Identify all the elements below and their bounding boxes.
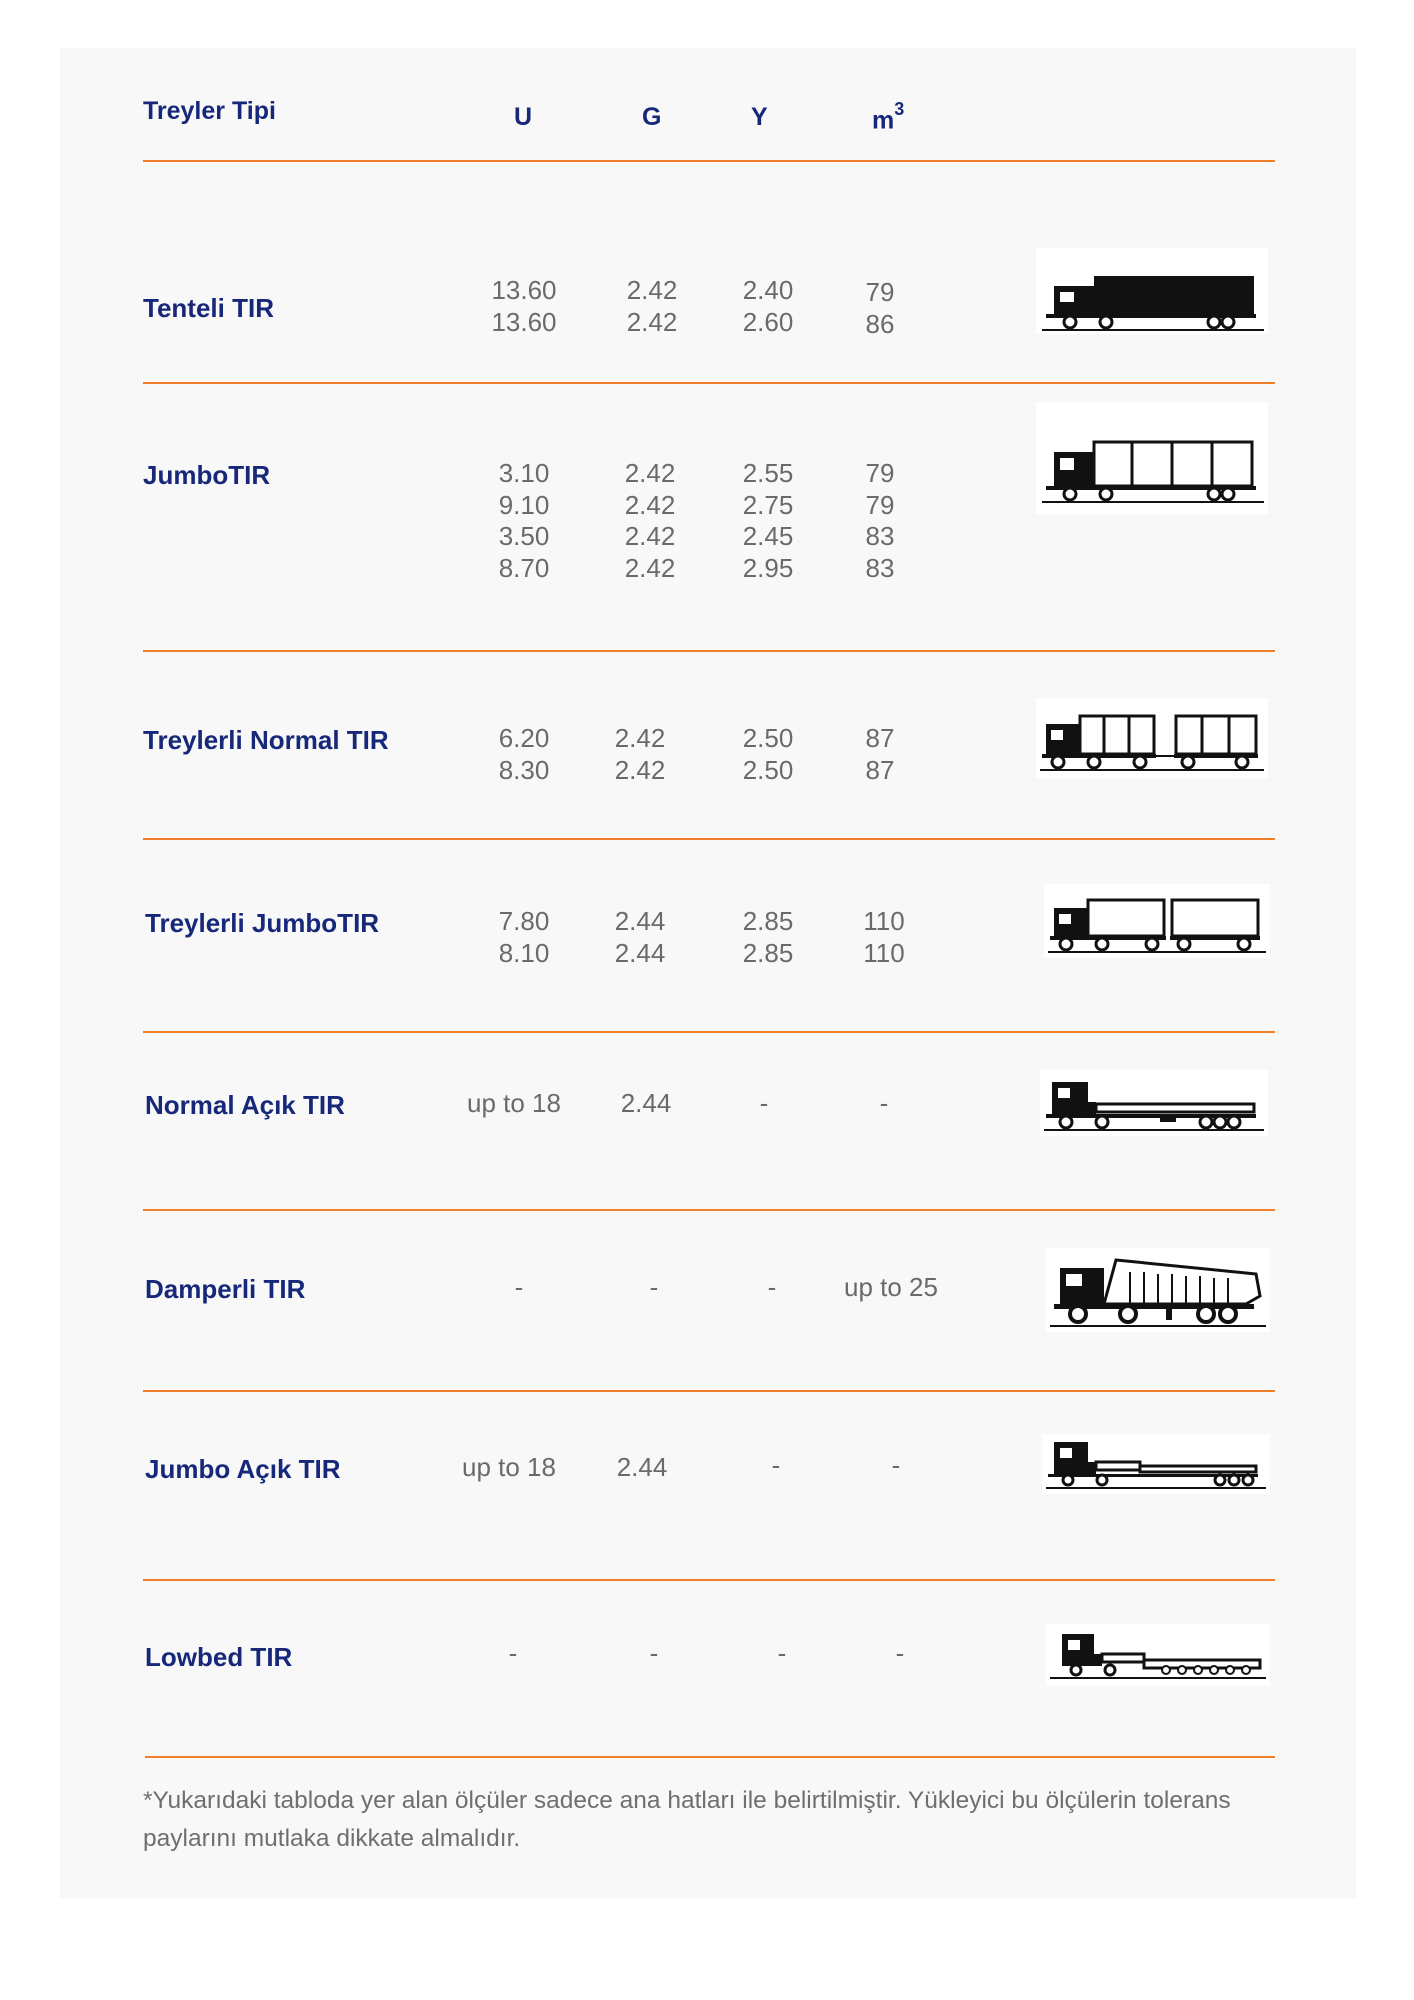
cell-g: 2.42 2.42 — [614, 723, 666, 785]
cell-g: - — [649, 1272, 659, 1302]
column-header-g: G — [642, 103, 662, 131]
row-divider — [143, 1031, 1275, 1033]
column-header-m3: $m^3$ — [872, 99, 905, 135]
dump-truck-icon — [1046, 1248, 1270, 1332]
row-name: Treylerli JumboTIR — [145, 908, 380, 938]
row-divider — [143, 382, 1275, 384]
row-name: Jumbo Açık TIR — [145, 1454, 341, 1484]
row-divider — [143, 650, 1275, 652]
cell-m3: 110 110 — [863, 906, 905, 968]
curtainsider-truck-icon — [1036, 248, 1268, 334]
cell-u: 13.60 13.60 — [491, 275, 557, 337]
row-divider — [143, 1209, 1275, 1211]
cell-y: 2.50 2.50 — [742, 723, 794, 785]
row-divider — [143, 1579, 1275, 1581]
cell-y: 2.40 2.60 — [742, 275, 794, 337]
cell-g: 2.44 — [620, 1088, 672, 1118]
jumbo-truck-icon — [1036, 402, 1268, 514]
cell-u: - — [514, 1272, 524, 1302]
footnote: *Yukarıdaki tabloda yer alan ölçüler sadece ana hatları ile belirtilmiştir. Yükleyici bu ölçülerin tolerans paylarını mutlaka dikkate almalıdır. — [143, 1787, 1231, 1852]
cell-g: 2.42 2.42 — [626, 275, 678, 337]
cell-g: 2.44 — [616, 1452, 668, 1482]
lowbed-truck-icon — [1046, 1624, 1270, 1686]
row-name: Normal Açık TIR — [145, 1090, 345, 1120]
cell-m3: 87 87 — [865, 723, 895, 785]
cell-m3: - — [879, 1088, 889, 1118]
row-name: Damperli TIR — [145, 1274, 306, 1304]
truck-trailer-icon — [1036, 698, 1268, 778]
cell-m3: - — [895, 1638, 905, 1668]
cell-u: up to 18 — [462, 1452, 556, 1482]
flatbed-truck-icon — [1040, 1070, 1268, 1136]
column-header-u: U — [514, 103, 533, 131]
cell-u: 7.80 8.10 — [498, 906, 550, 968]
table-bottom-divider — [145, 1756, 1275, 1758]
cell-g: - — [649, 1638, 659, 1668]
cell-y: 2.55 2.75 2.45 2.95 — [742, 458, 794, 583]
column-header-type: Treyler Tipi — [143, 97, 276, 125]
cell-u: 3.10 9.10 3.50 8.70 — [498, 458, 550, 583]
cell-m3: 79 86 — [865, 277, 895, 339]
cell-u: up to 18 — [467, 1088, 561, 1118]
column-header-y: Y — [751, 103, 768, 131]
cell-y: - — [759, 1088, 769, 1118]
row-name: JumboTIR — [143, 460, 271, 490]
header-divider — [143, 160, 1275, 162]
cell-y: - — [767, 1272, 777, 1302]
cell-m3: 79 79 83 83 — [865, 458, 895, 583]
cell-m3: up to 25 — [844, 1272, 938, 1302]
cell-g: 2.44 2.44 — [614, 906, 666, 968]
extendable-flatbed-truck-icon — [1042, 1434, 1270, 1494]
cell-u: 6.20 8.30 — [498, 723, 550, 785]
row-name: Tenteli TIR — [143, 293, 274, 323]
cell-y: - — [771, 1450, 781, 1480]
cell-u: - — [508, 1638, 518, 1668]
cell-y: - — [777, 1638, 787, 1668]
row-name: Lowbed TIR — [145, 1642, 293, 1672]
row-divider — [143, 1390, 1275, 1392]
cell-m3: - — [891, 1450, 901, 1480]
jumbo-truck-trailer-icon — [1044, 884, 1270, 958]
row-divider — [143, 838, 1275, 840]
cell-y: 2.85 2.85 — [742, 906, 794, 968]
cell-g: 2.42 2.42 2.42 2.42 — [624, 458, 676, 583]
row-name: Treylerli Normal TIR — [143, 725, 389, 755]
